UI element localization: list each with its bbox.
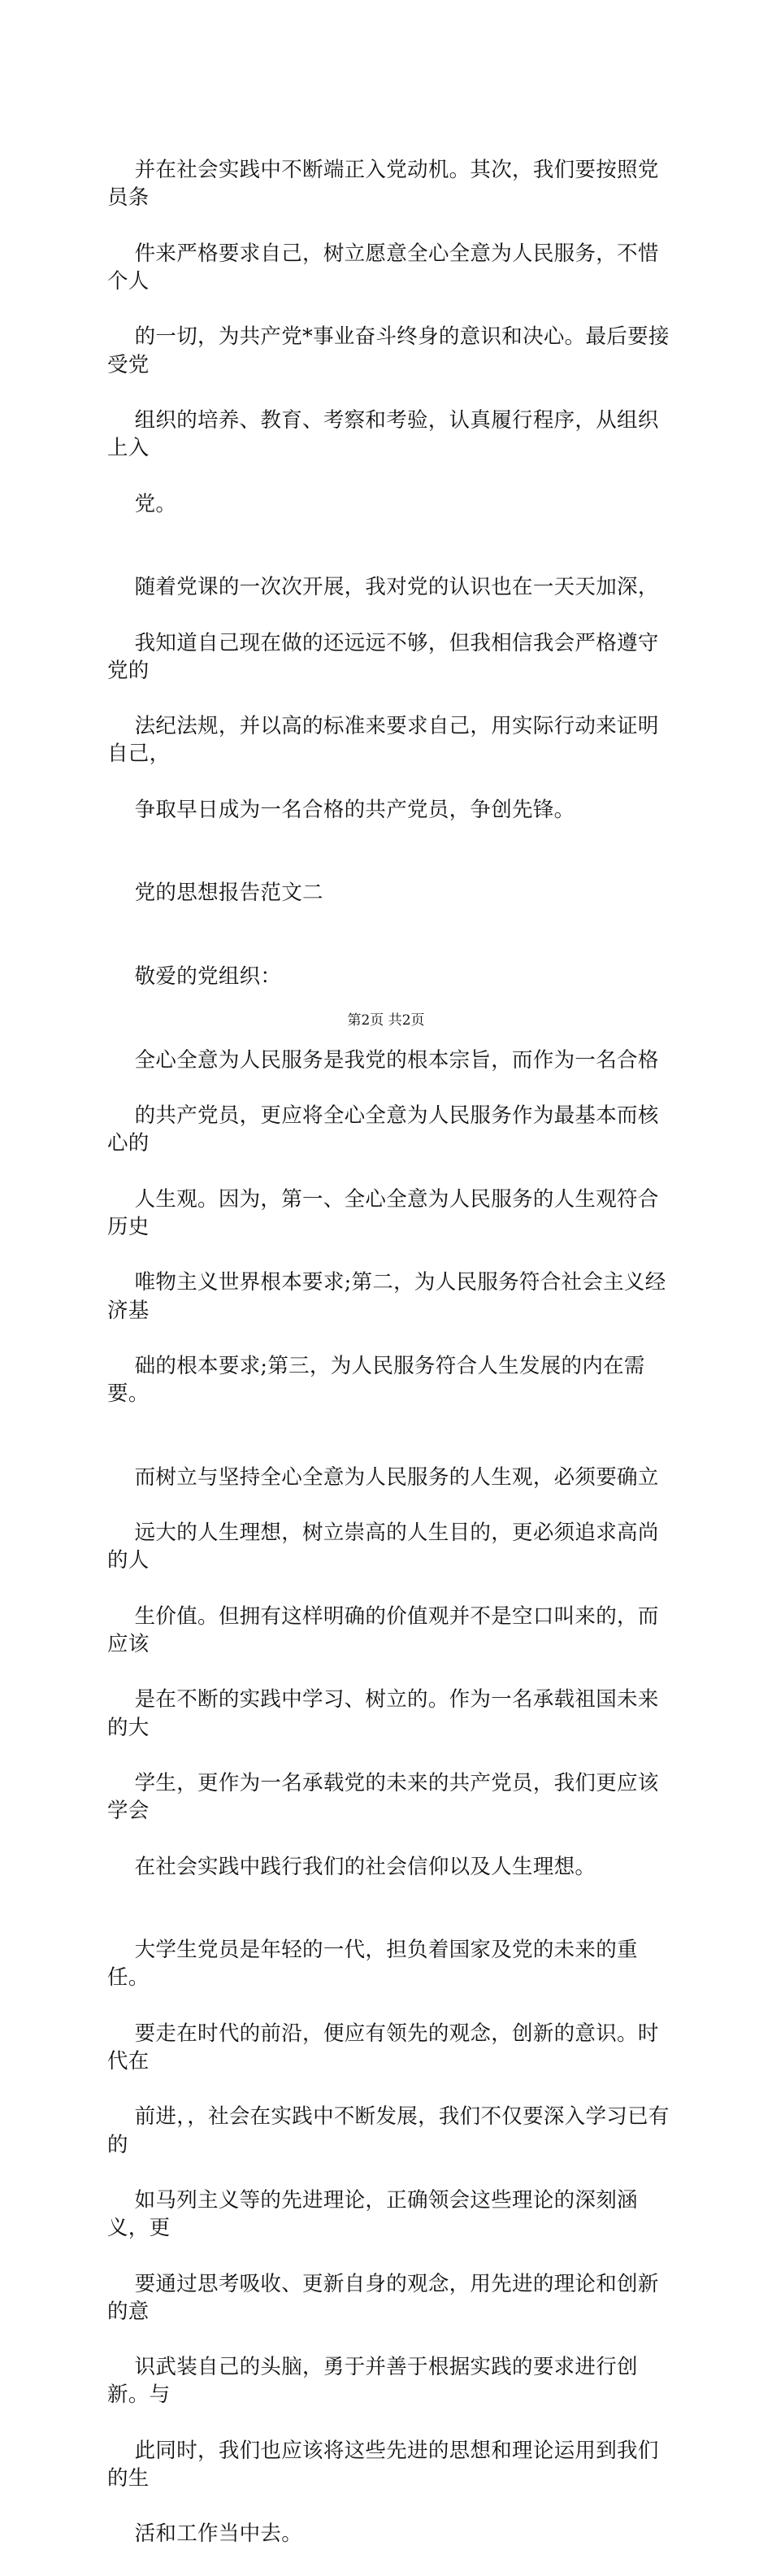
text-line: 要走在时代的前沿，便应有领先的观念，创新的意识。时代在	[107, 2021, 659, 2074]
text-line: 全心全意为人民服务是我党的根本宗旨，而作为一名合格	[134, 1047, 659, 1073]
text-line: 学生，更作为一名承载党的未来的共产党员，我们更应该学会	[107, 1770, 659, 1824]
paragraph-purpose	[107, 1019, 676, 1436]
text-line: 组织的培养、教育、考察和考验，认真履行程序，从组织上入	[107, 408, 659, 461]
document-body	[107, 128, 676, 2576]
paragraph-continuation	[107, 128, 676, 546]
text-line: 的共产党员，更应将全心全意为人民服务作为最基本而核心的	[107, 1103, 659, 1156]
text-line: 要通过思考吸收、更新自身的观念，用先进的理论和创新的意	[107, 2271, 659, 2324]
text-line: 并在社会实践中不断端正入党动机。其次，我们要按照党员条	[107, 158, 659, 211]
text-line: 而树立与坚持全心全意为人民服务的人生观，必须要确立	[134, 1464, 659, 1490]
heading-text: 党的思想报告范文二	[134, 881, 323, 906]
text-line: 础的根本要求;第三，为人民服务符合人生发展的内在需要。	[107, 1353, 645, 1407]
text-line: 随着党课的一次次开展，我对党的认识也在一天天加深，	[134, 575, 659, 600]
text-line: 人生观。因为，第一、全心全意为人民服务的人生观符合历史	[107, 1186, 659, 1239]
text-line: 党。	[134, 491, 177, 516]
page-footer	[0, 1012, 772, 1029]
paragraph-party-class	[107, 546, 676, 851]
text-line: 法纪法规，并以高的标准来要求自己，用实际行动来证明自己，	[107, 714, 659, 767]
text-line: 我知道自己现在做的还远远不够，但我相信我会严格遵守党的	[107, 630, 659, 683]
text-line: 生价值。但拥有这样明确的价值观并不是空口叫来的，而应该	[107, 1603, 659, 1656]
text-line: 如马列主义等的先进理论，正确领会这些理论的深刻涵义，更	[107, 2188, 638, 2241]
paragraph-life-view	[107, 1436, 676, 1908]
text-line: 唯物主义世界根本要求;第二，为人民服务符合社会主义经济基	[107, 1270, 666, 1323]
text-line: 识武装自己的头脑，勇于并善于根据实践的要求进行创新。与	[107, 2355, 638, 2408]
page-number-label: 第2页 共2页	[347, 1012, 425, 1029]
text-line: 争取早日成为一名合格的共产党员，争创先锋。	[134, 797, 575, 822]
text-line: 的一切，为共产党*事业奋斗终身的意识和决心。最后要接受党	[107, 324, 670, 377]
text-line: 活和工作当中去。	[134, 2522, 303, 2547]
text-line: 是在不断的实践中学习、树立的。作为一名承载祖国未来的大	[107, 1687, 659, 1740]
paragraph-student-members	[107, 1908, 676, 2576]
section-heading	[107, 851, 676, 935]
salutation	[107, 935, 676, 1019]
text-line: 件来严格要求自己，树立愿意全心全意为人民服务，不惜个人	[107, 241, 659, 294]
salutation-text: 敬爱的党组织：	[134, 964, 282, 990]
text-line: 前进，，社会在实践中不断发展，我们不仅要深入学习已有的	[107, 2104, 670, 2157]
text-line: 远大的人生理想，树立崇高的人生目的，更必须追求高尚的人	[107, 1521, 659, 1573]
text-line: 在社会实践中践行我们的社会信仰以及人生理想。	[134, 1854, 596, 1879]
text-line: 此同时，我们也应该将这些先进的思想和理论运用到我们的生	[107, 2438, 659, 2491]
text-line: 大学生党员是年轻的一代，担负着国家及党的未来的重任。	[107, 1938, 638, 1991]
